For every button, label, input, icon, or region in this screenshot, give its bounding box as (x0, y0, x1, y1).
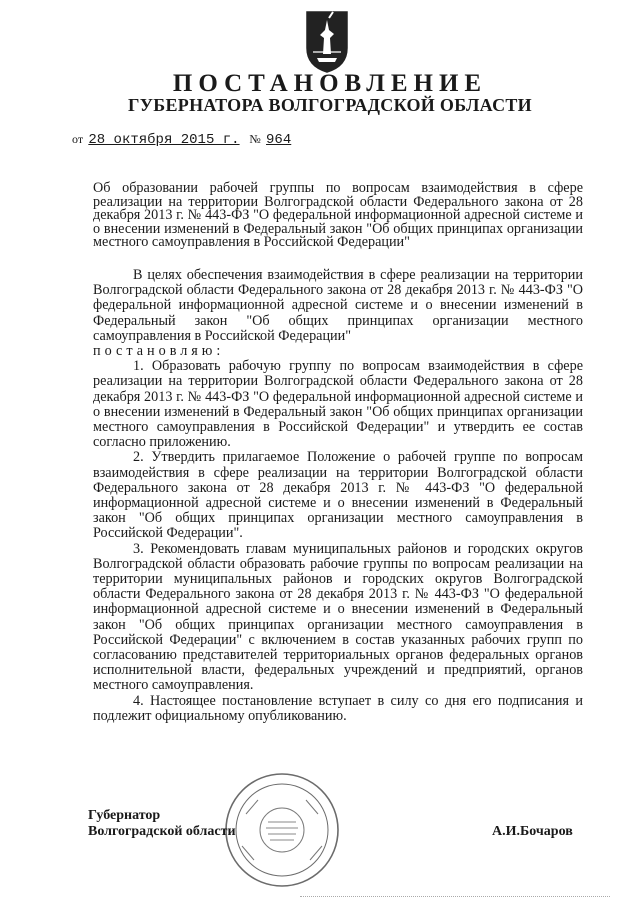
footer-divider (300, 896, 610, 898)
item-paragraph: 4. Настоящее постановление вступает в силу со дня его подписания и подлежит официальному опубликованию. (93, 692, 583, 724)
signature-position-line1: Губернатор (88, 808, 161, 823)
document-subtitle: ГУБЕРНАТОРА ВОЛГОГРАДСКОЙ ОБЛАСТИ (128, 95, 532, 115)
number-label: № (249, 132, 261, 146)
document-title: ПОСТАНОВЛЕНИЕ (172, 70, 488, 97)
preamble-paragraph: В целях обеспечения взаимодействия в сфере реализации на территории Волгоградской области Федерального закона от 28 декабря 2013 г. № 443-ФЗ "О федеральной информационной адресной системе и о внесении изменений в Федеральный закон "Об общих принципах организации местного самоуправления в Российской Федерации" (93, 267, 583, 344)
signature-block (88, 808, 236, 840)
volgograd-coat-of-arms-icon (303, 8, 351, 74)
document-body (93, 268, 583, 724)
document-subject: Об образовании рабочей группы по вопросам взаимодействия в сфере реализации на территории Волгоградской области Федерального закона от 28 декабря 2013 г. № 443-ФЗ "О федеральной информационной адресной системе и о внесении изменений в Федеральный закон "Об общих принципах организации местного самоуправления в Российской Федерации" (93, 180, 583, 250)
dateline (72, 131, 291, 148)
item-paragraph: 3. Рекомендовать главам муниципальных районов и городских округов Волгоградской области образовать рабочие группы по вопросам реализации на территории муниципальных районов и городских округов Волгоградской области Федерального закона от 28 декабря 2013 г. № 443-ФЗ "О федеральной информационной адресной системе и о внесении изменений в Федеральный закон "Об общих принципах организации местного самоуправления в Российской Федерации" с включением в состав указанных рабочих групп по согласованию представителей территориальных органов федеральных органов исполнительной власти, федеральных учреждений и предприятий, органов местного самоуправления. (93, 540, 583, 694)
signature-position-line2: Волгоградской области (88, 824, 236, 839)
item-paragraph: 2. Утвердить прилагаемое Положение о рабочей группе по вопросам взаимодействия в сфере реализации на территории Волгоградской области Федерального закона от 28 декабря 2013 г. № 443-ФЗ "О федеральной информационной адресной системе и о внесении изменений в Федеральный закон "Об общих принципах организации местного самоуправления в Российской Федерации". (93, 449, 583, 542)
date-from-label: от (72, 132, 84, 146)
decree-word: постановляю: (93, 343, 225, 360)
signatory-name: А.И.Бочаров (492, 824, 573, 839)
official-stamp-icon (222, 770, 342, 890)
item-paragraph: 1. Образовать рабочую группу по вопросам взаимодействия в сфере реализации на территории Волгоградской области Федерального закона от 28 декабря 2013 г. № 443-ФЗ "О федеральной информационной адресной системе и о внесении изменений в Федеральный закон "Об общих принципах организации местного самоуправления в Российской Федерации" и утвердить ее состав согласно приложению. (93, 358, 583, 451)
document-date: 28 октября 2015 г. (88, 132, 240, 148)
document-number: 964 (266, 132, 292, 148)
